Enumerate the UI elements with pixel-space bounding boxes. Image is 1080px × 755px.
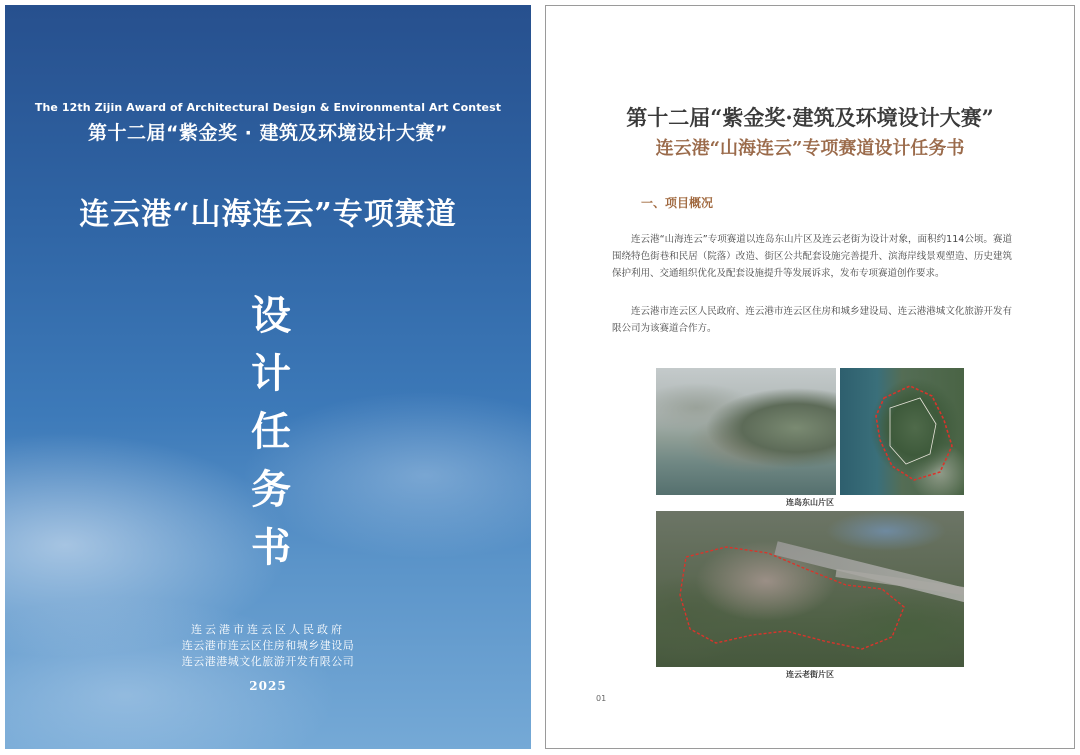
cover-organizer-2: 连云港市连云区住房和城乡建设局 xyxy=(181,639,355,652)
caption-old-street: 连云老街片区 xyxy=(786,670,834,679)
cover-english-title: The 12th Zijin Award of Architectural Design & Environmental Art Contest xyxy=(34,101,502,114)
cover-page xyxy=(5,5,531,749)
page-number: 01 xyxy=(596,694,607,703)
overview-paragraph-2: 连云港市连云区人民政府、连云港市连云区住房和城乡建设局、连云港港城文化旅游开发有限公司为该赛道合作方。 xyxy=(612,306,1012,334)
cover-year: 2025 xyxy=(249,679,287,693)
cover-organizer-1: 连云港市连云区人民政府 xyxy=(191,623,345,636)
cover-organizer-3: 连云港港城文化旅游开发有限公司 xyxy=(181,655,355,668)
cover-vertical-title: 设计任务书 xyxy=(251,292,291,571)
cover-track-title: 连云港“山海连云”专项赛道 xyxy=(79,197,457,232)
site-map-dongshan xyxy=(840,368,964,495)
section-heading: 一、项目概况 xyxy=(641,196,714,210)
task-book-page xyxy=(545,5,1075,749)
page-title: 第十二届“紫金奖·建筑及环境设计大赛” xyxy=(626,105,994,130)
overview-paragraph-1: 连云港“山海连云”专项赛道以连岛东山片区及连云老街为设计对象，面积约114公顷。赛道围绕特色街巷和民居（院落）改造、街区公共配套设施完善提升、滨海岸线景观塑造、历史建筑保护利用、交通组织优化及配套设施提升等发展诉求，发布专项赛道创作要求。 xyxy=(612,234,1012,279)
page-subtitle: 连云港“山海连云”专项赛道设计任务书 xyxy=(655,138,965,159)
cover-contest-title: 第十二届“紫金奖 · 建筑及环境设计大赛” xyxy=(88,122,448,144)
site-map-old-street xyxy=(656,511,964,667)
caption-dongshan: 连岛东山片区 xyxy=(786,498,834,507)
aerial-photo-lianisland xyxy=(656,368,836,495)
